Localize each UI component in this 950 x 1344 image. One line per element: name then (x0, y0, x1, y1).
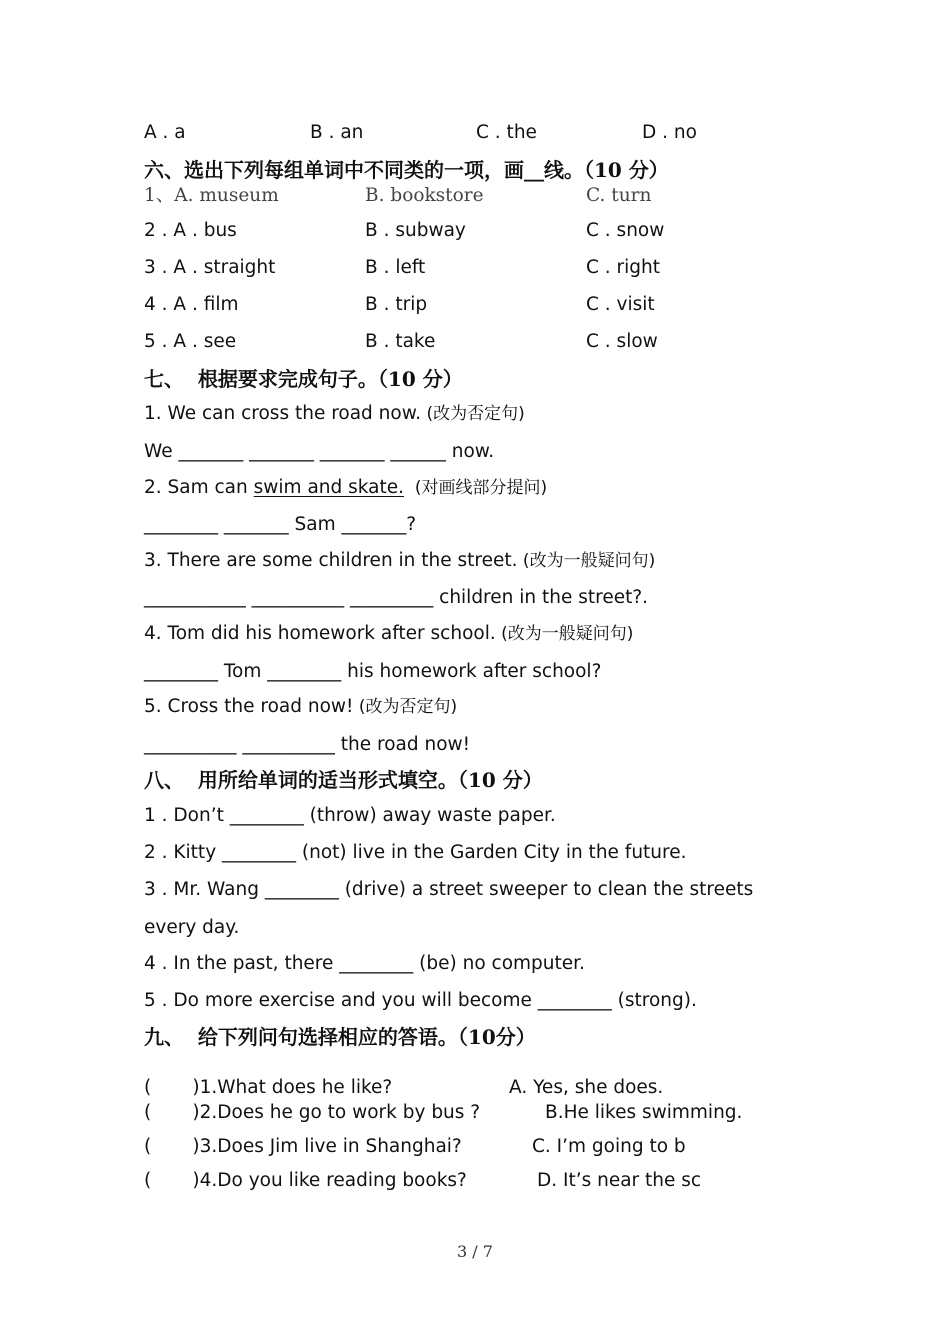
sec6-row2-b: B . subway (365, 220, 466, 241)
sec8-line-3: 3 . Mr. Wang ________ (drive) a street sweeper to clean the streets (144, 879, 754, 900)
sec7-q3-note: (改为一般疑问句) (517, 551, 656, 571)
sec6-row1-a: 1、A. museum (144, 185, 279, 206)
sec7-q5-text: 5. Cross the road now! (144, 696, 354, 717)
sec6-row5-a: 5 . A . see (144, 331, 237, 352)
section-8-title: 八、 用所给单词的适当形式填空。（10 分） (144, 768, 543, 792)
sec7-q4-text: 4. Tom did his homework after school. (144, 623, 496, 644)
sec6-row4-a: 4 . A . film (144, 294, 239, 315)
sec9-question-1: ( )1.What does he like? (144, 1077, 393, 1098)
sec6-row5-b: B . take (365, 331, 436, 352)
sec7-answer-1: We _______ _______ _______ ______ now. (144, 441, 495, 462)
section-6-title: 六、选出下列每组单词中不同类的一项，画__线。（10 分） (144, 158, 669, 182)
sec7-question-2 (144, 476, 547, 500)
sec8-line-5: 5 . Do more exercise and you will become ________ (strong). (144, 990, 697, 1011)
sec9-answer-d: D. It’s near the sc (537, 1170, 702, 1191)
sec9-answer-c: C. I’m going to b (532, 1136, 686, 1157)
sec7-answer-2: ________ _______ Sam _______? (144, 514, 417, 535)
top-option-a: A . a (144, 122, 186, 143)
sec6-row5-c: C . slow (586, 331, 658, 352)
sec7-answer-4: ________ Tom ________ his homework after school? (144, 661, 602, 682)
sec8-line-3-cont: every day. (144, 917, 240, 938)
sec7-question-5 (144, 695, 457, 719)
section-7-title: 七、 根据要求完成句子。（10 分） (144, 367, 463, 391)
sec9-answer-b: B.He likes swimming. (545, 1102, 743, 1123)
page-number: 3 / 7 (457, 1242, 493, 1261)
sec6-row2-c: C . snow (586, 220, 665, 241)
sec7-question-1 (144, 402, 525, 426)
sec7-q3-text: 3. There are some children in the street. (144, 550, 518, 571)
sec7-q1-text: 1. We can cross the road now. (144, 403, 422, 424)
sec7-q2-underlined: swim and skate. (253, 477, 405, 498)
sec6-row1-c: C. turn (586, 185, 652, 206)
sec7-q2-note: (对画线部分提问) (404, 478, 548, 498)
sec8-line-1: 1 . Don’t ________ (throw) away waste paper. (144, 805, 556, 826)
top-option-b: B . an (310, 122, 364, 143)
sec6-row4-b: B . trip (365, 294, 428, 315)
sec7-question-3 (144, 549, 655, 573)
sec9-answer-a: A. Yes, she does. (509, 1077, 664, 1098)
sec9-question-4: ( )4.Do you like reading books? (144, 1170, 467, 1191)
sec6-row3-a: 3 . A . straight (144, 257, 276, 278)
section-9-title: 九、 给下列问句选择相应的答语。（10分） (144, 1025, 536, 1049)
sec8-line-4: 4 . In the past, there ________ (be) no computer. (144, 953, 585, 974)
top-option-c: C . the (476, 122, 537, 143)
sec6-row4-c: C . visit (586, 294, 655, 315)
sec7-q5-note: (改为否定句) (353, 697, 458, 717)
sec9-question-2: ( )2.Does he go to work by bus ? (144, 1102, 481, 1123)
sec7-q1-note: (改为否定句) (421, 404, 525, 424)
sec7-q2-text: 2. Sam can (144, 477, 254, 498)
sec6-row3-c: C . right (586, 257, 661, 278)
sec7-answer-3: ___________ __________ _________ children in the street?. (144, 587, 649, 608)
sec6-row2-a: 2 . A . bus (144, 220, 237, 241)
top-option-d: D . no (642, 122, 697, 143)
sec9-question-3: ( )3.Does Jim live in Shanghai? (144, 1136, 462, 1157)
sec7-q4-note: (改为一般疑问句) (495, 624, 634, 644)
sec7-answer-5: __________ __________ the road now! (144, 734, 471, 755)
sec7-question-4 (144, 622, 633, 646)
sec8-line-2: 2 . Kitty ________ (not) live in the Garden City in the future. (144, 842, 687, 863)
sec6-row3-b: B . left (365, 257, 426, 278)
sec6-row1-b: B. bookstore (365, 185, 484, 206)
